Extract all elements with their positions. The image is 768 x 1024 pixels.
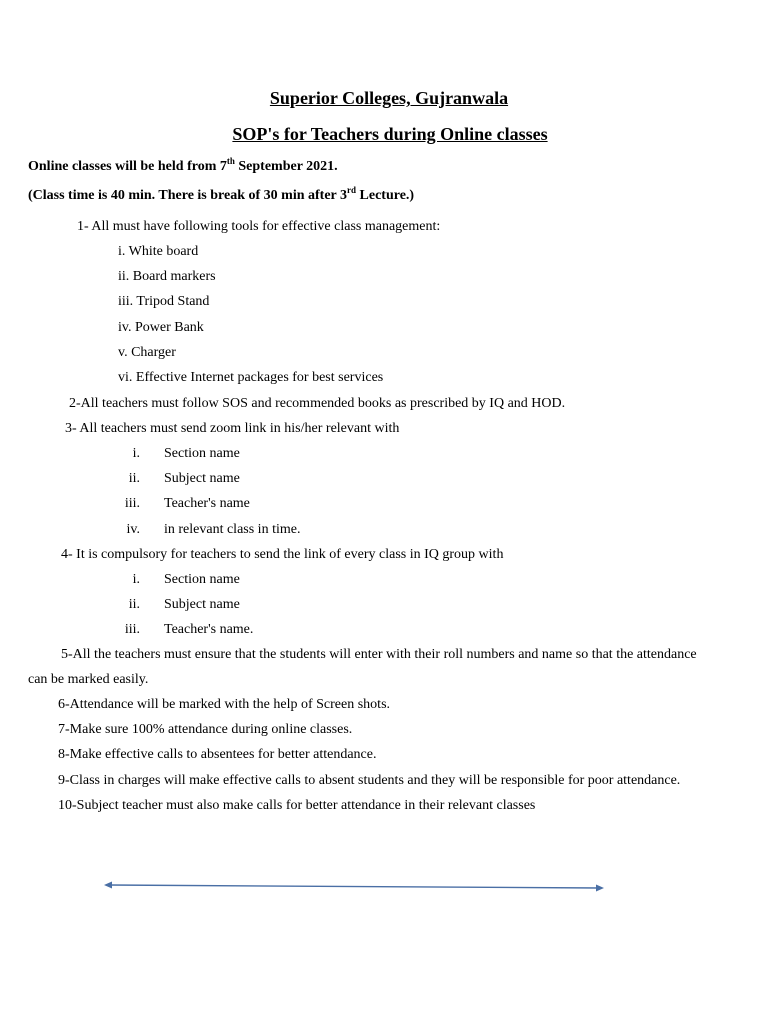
tool-tripod-stand: iii. Tripod Stand xyxy=(118,294,210,309)
item-9: 9-Class in charges will make effective calls to absent students and they will be responsible for poor attendance. xyxy=(58,773,681,788)
double-arrow-line xyxy=(104,878,604,894)
list-item: iii. Teacher's name. xyxy=(124,622,254,637)
item-4: 4- It is compulsory for teachers to send the link of every class in IQ group with xyxy=(61,547,504,562)
list-item: ii. Subject name xyxy=(128,597,240,612)
item-10: 10-Subject teacher must also make calls for better attendance in their relevant classes xyxy=(58,798,536,813)
item-6: 6-Attendance will be marked with the help of Screen shots. xyxy=(58,697,391,712)
item-3: 3- All teachers must send zoom link in his/her relevant with xyxy=(65,421,400,436)
list-item: i. Section name xyxy=(132,572,240,587)
item-5-line-2: can be marked easily. xyxy=(28,672,149,687)
item-7: 7-Make sure 100% attendance during online classes. xyxy=(58,722,353,737)
tool-power-bank: iv. Power Bank xyxy=(118,320,204,335)
list-item: i. Section name xyxy=(132,446,240,461)
college-name: Superior Colleges, Gujranwala xyxy=(269,88,509,108)
tool-charger: v. Charger xyxy=(118,345,176,360)
tool-white-board: i. White board xyxy=(118,244,199,259)
tool-internet-packages: vi. Effective Internet packages for best services xyxy=(118,370,384,385)
tool-board-markers: ii. Board markers xyxy=(118,269,216,284)
page-title: SOP's for Teachers during Online classes xyxy=(232,124,548,144)
list-item: ii. Subject name xyxy=(128,471,240,486)
item-1: 1- All must have following tools for effective class management: xyxy=(77,219,441,234)
list-item: iii. Teacher's name xyxy=(124,496,250,511)
list-item: iv. in relevant class in time. xyxy=(126,522,301,537)
item-8: 8-Make effective calls to absentees for better attendance. xyxy=(58,747,377,762)
item-5-line-1: 5-All the teachers must ensure that the students will enter with their roll numbers and name so that the attendance xyxy=(61,647,697,662)
intro-class-time: (Class time is 40 min. There is break of 30 min after 3rd Lecture.) xyxy=(28,185,415,203)
item-2: 2-All teachers must follow SOS and recommended books as prescribed by IQ and HOD. xyxy=(69,396,566,411)
intro-start-date: Online classes will be held from 7th September 2021. xyxy=(28,156,338,174)
